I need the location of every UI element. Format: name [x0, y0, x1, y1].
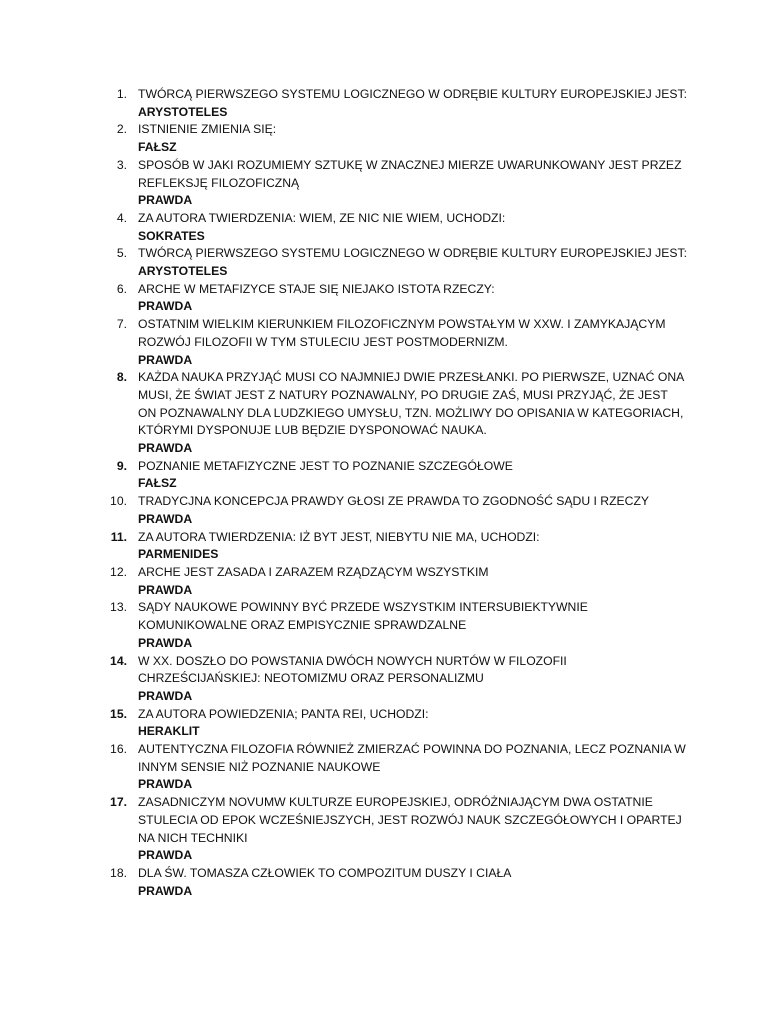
question-text: ARCHE W METAFIZYCE STAJE SIĘ NIEJAKO ISTOTA RZECZY: [138, 281, 495, 296]
question-text: OSTATNIM WIELKIM KIERUNKIEM FILOZOFICZNYM POWSTAŁYM W XXW. I ZAMYKAJĄCYM ROZWÓJ FILOZOFII W TYM STULECIU JEST POSTMODERNIZM. [138, 317, 666, 349]
question-answer: SOKRATES [138, 228, 205, 243]
question-text: TWÓRCĄ PIERWSZEGO SYSTEMU LOGICZNEGO W ODRĘBIE KULTURY EUROPEJSKIEJ JEST: [138, 246, 687, 261]
question-item [109, 741, 689, 794]
question-item [109, 210, 689, 245]
question-number: 14. [110, 653, 127, 668]
question-text: ISTNIENIE ZMIENIA SIĘ: [138, 122, 277, 137]
question-answer: PARMENIDES [138, 547, 219, 562]
question-answer: PRAWDA [138, 352, 193, 367]
question-item [109, 865, 689, 900]
question-answer: ARYSTOTELES [138, 264, 228, 279]
question-number: 9. [116, 458, 127, 473]
question-item [109, 369, 689, 458]
question-item [109, 86, 689, 121]
question-text: ZA AUTORA TWIERDZENIA: WIEM, ZE NIC NIE WIEM, UCHODZI: [138, 210, 506, 225]
question-answer: PRAWDA [138, 299, 193, 314]
question-text: TRADYCJNA KONCEPCJA PRAWDY GŁOSI ZE PRAWDA TO ZGODNOŚĆ SĄDU I RZECZY [138, 494, 650, 509]
question-text: ARCHE JEST ZASADA I ZARAZEM RZĄDZĄCYM WSZYSTKIM [138, 564, 489, 579]
question-item [109, 458, 689, 493]
question-text: W XX. DOSZŁO DO POWSTANIA DWÓCH NOWYCH NURTÓW W FILOZOFII CHRZEŚCIJAŃSKIEJ: NEOTOMIZMU ORAZ PERSONALIZMU [138, 653, 567, 686]
question-answer: PRAWDA [138, 688, 193, 703]
question-number: 10. [110, 494, 127, 509]
question-text: ZASADNICZYM NOVUMW KULTURZE EUROPEJSKIEJ, ODRÓŻNIAJĄCYM DWA OSTATNIE STULECIA OD EPOK WCZEŚNIEJSZYCH, JEST ROZWÓJ NAUK SZCZEGÓŁOWYCH I OPARTEJ NA NICH TECHNIKI [138, 795, 682, 845]
question-number: 6. [116, 281, 127, 296]
question-text: AUTENTYCZNA FILOZOFIA RÓWNIEŻ ZMIERZAĆ POWINNA DO POZNANIA, LECZ POZNANIA W INNYM SENSIE NIŻ POZNANIE NAUKOWE [138, 742, 686, 774]
question-number: 11. [110, 529, 127, 544]
question-text: DLA ŚW. TOMASZA CZŁOWIEK TO COMPOZITUM DUSZY I CIAŁA [138, 865, 512, 880]
question-item [109, 245, 689, 280]
question-number: 4. [116, 210, 127, 225]
question-number: 8. [116, 370, 127, 385]
question-list [109, 86, 689, 900]
question-number: 2. [116, 122, 127, 137]
question-answer: PRAWDA [138, 635, 193, 650]
question-number: 13. [110, 600, 127, 615]
question-number: 1. [116, 87, 127, 101]
question-item [109, 706, 689, 741]
question-item [109, 281, 689, 316]
question-text: POZNANIE METAFIZYCZNE JEST TO POZNANIE SZCZEGÓŁOWE [138, 458, 513, 473]
question-text: SĄDY NAUKOWE POWINNY BYĆ PRZEDE WSZYSTKIM INTERSUBIEKTYWNIE KOMUNIKOWALNE ORAZ EMPISYCZNIE SPRAWDZALNE [138, 600, 588, 633]
question-item [109, 316, 689, 369]
question-number: 15. [110, 706, 127, 721]
question-number: 7. [116, 317, 127, 332]
question-item [109, 564, 689, 599]
question-answer: PRAWDA [138, 441, 193, 456]
question-item [109, 653, 689, 706]
question-text: ZA AUTORA POWIEDZENIA; PANTA REI, UCHODZI: [138, 706, 429, 721]
question-number: 5. [116, 246, 127, 261]
question-number: 18. [110, 865, 127, 880]
question-answer: FAŁSZ [138, 140, 177, 155]
question-text: TWÓRCĄ PIERWSZEGO SYSTEMU LOGICZNEGO W ODRĘBIE KULTURY EUROPEJSKIEJ JEST: [138, 87, 687, 101]
question-item [109, 794, 689, 865]
question-item [109, 599, 689, 652]
question-answer: PRAWDA [138, 511, 193, 526]
question-item [109, 529, 689, 564]
question-answer: PRAWDA [138, 193, 193, 208]
question-text: KAŻDA NAUKA PRZYJĄĆ MUSI CO NAJMNIEJ DWIE PRZESŁANKI. PO PIERWSZE, UZNAĆ ONA MUSI, ŻE ŚWIAT JEST Z NATURY POZNAWALNY, PO DRUGIE ZAŚ, MUSI PRZYJĄĆ, ŻE JEST ON POZNAWALNY DLA LUDZKIEGO UMYSŁU, TZN. MOŻLIWY DO OPISANIA W KATEGORIACH, KTÓRYMI DYSPONUJE LUB BĘDZIE DYSPONOWAĆ NAUKA. [138, 370, 684, 438]
question-answer: PRAWDA [138, 848, 193, 863]
question-item [109, 121, 689, 156]
question-answer: PRAWDA [138, 777, 193, 792]
question-answer: FAŁSZ [138, 476, 177, 491]
question-answer: ARYSTOTELES [138, 104, 228, 119]
question-answer: HERAKLIT [138, 724, 200, 739]
question-number: 17. [110, 795, 127, 810]
question-answer: PRAWDA [138, 883, 193, 898]
question-text: SPOSÓB W JAKI ROZUMIEMY SZTUKĘ W ZNACZNEJ MIERZE UWARUNKOWANY JEST PRZEZ REFLEKSJĘ FILOZOFICZNĄ [138, 157, 682, 190]
question-text: ZA AUTORA TWIERDZENIA: IŻ BYT JEST, NIEBYTU NIE MA, UCHODZI: [138, 529, 540, 544]
question-number: 16. [110, 742, 127, 757]
question-number: 12. [110, 564, 127, 579]
question-answer: PRAWDA [138, 582, 193, 597]
question-item [109, 493, 689, 528]
question-number: 3. [116, 157, 127, 172]
question-item [109, 157, 689, 210]
